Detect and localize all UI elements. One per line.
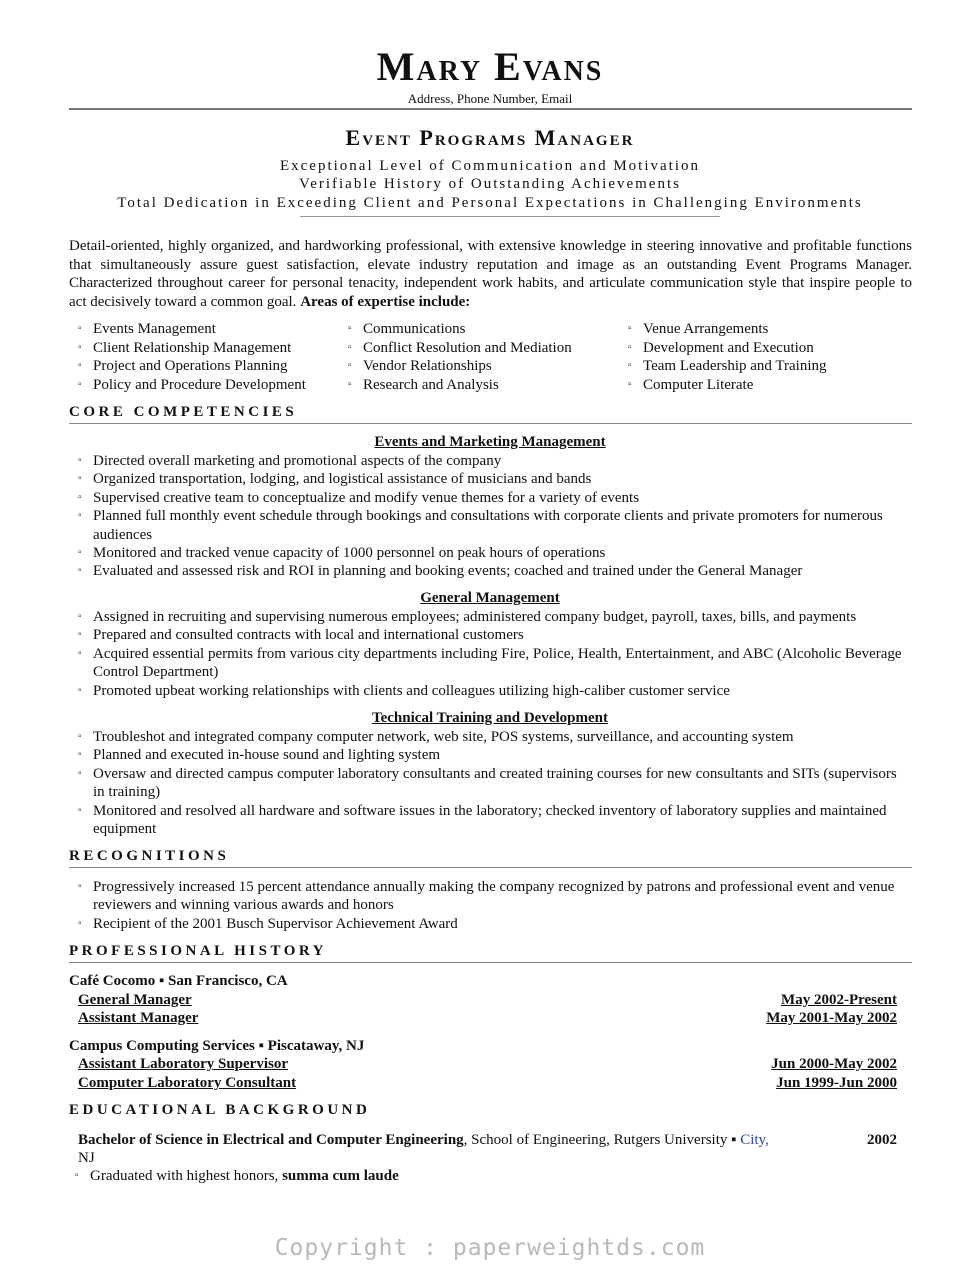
school-city: City, [740,1132,769,1148]
professional-history-heading: PROFESSIONAL HISTORY [69,943,327,959]
list-item: ▫ Client Relationship Management [78,339,292,356]
list-item: ▫ Computer Literate [628,376,754,393]
list-item: ▫ Team Leadership and Training [628,358,827,374]
list-item: ▫ Planned full monthly event schedule through bookings and consultations with corporate clients and private promoters for numerous audiences [78,508,883,543]
graduation-year: 2002 [867,1132,897,1148]
events-marketing-subheading: Events and Marketing Management [374,434,606,450]
list-item: ▫ Development and Execution [628,339,814,356]
expertise-column-2 [339,320,619,394]
education-honors [66,1167,909,1185]
recognitions-heading: RECOGNITIONS [69,848,230,864]
list-item: ▫ Recipient of the 2001 Busch Supervisor Achievement Award [78,915,458,932]
list-item: ▫ Project and Operations Planning [78,358,288,374]
section-divider [69,962,912,963]
role-title: Assistant Laboratory Supervisor [78,1056,289,1072]
list-item: ▫ Planned and executed in-house sound and lighting system [78,747,441,764]
technical-training-subheading: Technical Training and Development [371,710,608,726]
list-item: ▫ Directed overall marketing and promotional aspects of the company [78,453,502,469]
summary-text: Detail-oriented, highly organized, and hardworking professional, with extensive knowledge in steering innovative and profitable functions that simultaneously assure guest satisfaction, elevate industry reputation and image as an outstanding Event Programs Manager. Characterized throughout career for personal tenacity, independent work habits, and articulate communication style that inspire people to act decisively toward a common goal. [69,238,912,310]
list-item: ▫ Conflict Resolution and Mediation [348,339,572,356]
expertise-column-1 [69,320,339,394]
expertise-column-3 [619,320,899,394]
general-management-list [69,608,912,700]
education-entry [78,1131,898,1149]
degree: Bachelor of Science in Electrical and Computer Engineering [78,1132,464,1148]
tagline-divider [300,216,720,217]
school: , School of Engineering, Rutgers University ▪ [463,1132,741,1148]
copyright-watermark: Copyright : paperweightds.com [274,1235,706,1261]
summary-lead: Areas of expertise include: [300,293,471,310]
list-item: ▫ Assigned in recruiting and supervising numerous employees; administered company budget, payroll, taxes, bills, and payments [78,609,857,625]
recognitions-list [69,878,912,933]
role-title: Computer Laboratory Consultant [78,1075,297,1091]
list-item: ▫ Graduated with highest honors, summa cum laude [75,1168,399,1184]
employer-cafe-cocomo: Café Cocomo ▪ San Francisco, CA [69,973,288,989]
role-dates: May 2001-May 2002 [766,1010,897,1026]
role-title: General Manager [78,992,192,1008]
list-item: ▫ Monitored and tracked venue capacity of 1000 personnel on peak hours of operations [78,545,606,562]
education-heading: EDUCATIONAL BACKGROUND [69,1102,371,1118]
list-item: ▫ Venue Arrangements [628,321,769,337]
candidate-name: Mary Evans [376,44,604,89]
tagline-3: Total Dedication in Exceeding Client and Personal Expectations in Challenging Environments [117,195,863,211]
list-item: ▫ Oversaw and directed campus computer laboratory consultants and created training courses for new consultants and SITs (supervisors in training) [78,765,897,801]
section-divider [69,867,912,868]
list-item: ▫ Communications [348,321,466,337]
summary-paragraph [69,237,912,311]
core-competencies-heading: CORE COMPETENCIES [69,404,298,420]
employer-campus-computing: Campus Computing Services ▪ Piscataway, NJ [69,1038,365,1054]
contact-line: Address, Phone Number, Email [407,91,573,106]
list-item: ▫ Troubleshot and integrated company computer network, web site, POS systems, surveillance, and accounting system [78,729,794,745]
technical-training-list [69,728,912,838]
list-item: ▫ Promoted upbeat working relationships with clients and colleagues utilizing high-caliber customer service [78,682,730,699]
tagline-1: Exceptional Level of Communication and Motivation [279,158,700,174]
role-dates: Jun 1999-Jun 2000 [776,1075,897,1091]
list-item: ▫ Policy and Procedure Development [78,376,306,393]
job-title: Event Programs Manager [345,125,635,150]
header-divider [69,108,912,110]
list-item: ▫ Events Management [78,321,216,337]
list-item: ▫ Vendor Relationships [348,358,492,374]
role-dates: May 2002-Present [781,992,897,1008]
list-item: ▫ Prepared and consulted contracts with local and international customers [78,627,524,644]
general-management-subheading: General Management [420,590,560,606]
list-item: ▫ Supervised creative team to conceptualize and modify venue themes for a variety of events [78,489,640,506]
education-state: NJ [78,1150,95,1166]
role-title: Assistant Manager [78,1010,199,1026]
list-item: ▫ Monitored and resolved all hardware and software issues in the laboratory; checked inventory of laboratory supplies and maintained equipment [78,802,887,838]
role-dates: Jun 2000-May 2002 [771,1056,897,1072]
list-item: ▫ Evaluated and assessed risk and ROI in planning and booking events; coached and trained under the General Manager [78,563,803,580]
section-divider [69,423,912,424]
list-item: ▫ Organized transportation, lodging, and logistical assistance of musicians and bands [78,471,592,488]
list-item: ▫ Progressively increased 15 percent attendance annually making the company recognized by patrons and professional event and venue reviewers and winning various awards and honors [78,879,895,914]
list-item: ▫ Research and Analysis [348,376,499,393]
events-marketing-list [69,452,912,581]
list-item: ▫ Acquired essential permits from various city departments including Fire, Police, Health, Entertainment, and ABC (Alcoholic Beverage Control Department) [78,645,902,681]
tagline-2: Verifiable History of Outstanding Achievements [299,176,681,192]
